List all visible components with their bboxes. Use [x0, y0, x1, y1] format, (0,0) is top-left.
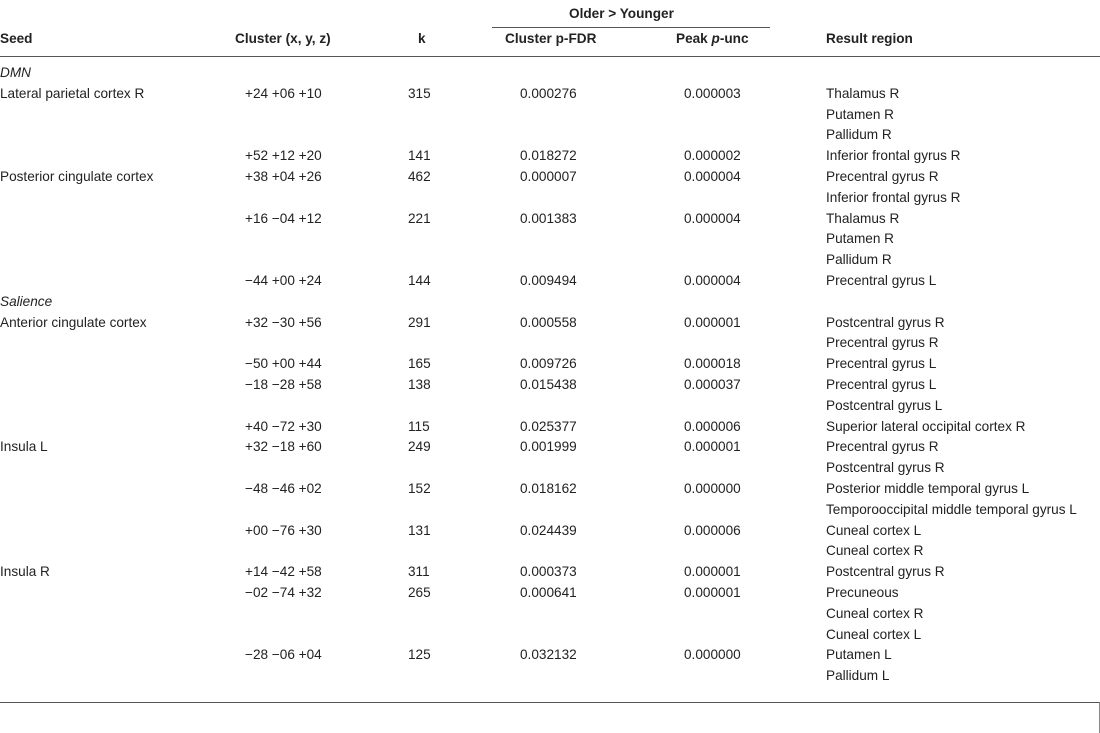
- fdr-cell: 0.001999: [520, 439, 577, 455]
- cluster-cell: −28 −06 +04: [245, 647, 322, 663]
- fdr-cell: 0.025377: [520, 418, 577, 434]
- seed-cell: Posterior cingulate cortex: [0, 168, 154, 184]
- col-header-peak: [676, 31, 749, 46]
- region-cell: Temporooccipital middle temporal gyrus L: [826, 501, 1077, 517]
- k-cell: 265: [408, 584, 431, 600]
- fdr-cell: 0.001383: [520, 210, 577, 226]
- cluster-cell: +52 +12 +20: [245, 148, 322, 164]
- table-row: [0, 146, 1100, 167]
- peak-prefix: Peak: [676, 31, 712, 46]
- fdr-cell: 0.000007: [520, 168, 577, 184]
- table-row: [0, 125, 1100, 146]
- table-row: [0, 375, 1100, 396]
- peak-cell: 0.000004: [684, 210, 741, 226]
- group-label: DMN: [0, 65, 31, 80]
- region-cell: Putamen R: [826, 231, 895, 247]
- cluster-cell: +38 +04 +26: [245, 168, 322, 184]
- region-cell: Precuneous: [826, 584, 899, 600]
- fdr-cell: 0.024439: [520, 522, 577, 538]
- k-cell: 115: [408, 418, 430, 434]
- table-bottom-border: [0, 702, 1100, 733]
- table-row: [0, 313, 1100, 334]
- cluster-cell: −48 −46 +02: [245, 480, 322, 496]
- table-row: [0, 105, 1100, 126]
- region-cell: Pallidum L: [826, 668, 890, 684]
- k-cell: 291: [408, 314, 431, 330]
- cluster-cell: +14 −42 +58: [245, 564, 322, 580]
- seed-cell: Lateral parietal cortex R: [0, 85, 145, 101]
- table-row: [0, 625, 1100, 646]
- seed-cell: Insula R: [0, 564, 50, 580]
- cluster-cell: −18 −28 +58: [245, 376, 322, 392]
- peak-cell: 0.000006: [684, 418, 741, 434]
- table-row: [0, 209, 1100, 230]
- region-cell: Putamen R: [826, 106, 895, 122]
- table-row: [0, 583, 1100, 604]
- fdr-cell: 0.032132: [520, 647, 577, 663]
- table-row: [0, 333, 1100, 354]
- cluster-cell: −02 −74 +32: [245, 584, 322, 600]
- span-underline: [492, 27, 770, 28]
- seed-cell: Insula L: [0, 439, 48, 455]
- table-row: [0, 666, 1100, 687]
- fdr-cell: 0.000373: [520, 564, 577, 580]
- region-cell: Precentral gyrus R: [826, 168, 939, 184]
- region-cell: Precentral gyrus L: [826, 376, 937, 392]
- table-row: [0, 645, 1100, 666]
- col-header-fdr: Cluster p-FDR: [505, 31, 597, 46]
- table-row: [0, 562, 1100, 583]
- k-cell: 152: [408, 480, 431, 496]
- peak-cell: 0.000001: [684, 439, 741, 455]
- k-cell: 141: [408, 148, 431, 164]
- table-row: [0, 396, 1100, 417]
- table-body: [0, 63, 1100, 687]
- table-row: [0, 250, 1100, 271]
- seed-cell: Anterior cingulate cortex: [0, 314, 147, 330]
- fdr-cell: 0.009494: [520, 272, 577, 288]
- region-cell: Thalamus R: [826, 210, 900, 226]
- table-row: [0, 167, 1100, 188]
- k-cell: 462: [408, 168, 431, 184]
- cluster-cell: +32 −18 +60: [245, 439, 322, 455]
- fdr-cell: 0.015438: [520, 376, 577, 392]
- fdr-cell: 0.009726: [520, 356, 577, 372]
- peak-suffix: -unc: [719, 31, 749, 46]
- k-cell: 138: [408, 376, 431, 392]
- region-cell: Inferior frontal gyrus R: [826, 189, 961, 205]
- peak-cell: 0.000001: [684, 314, 741, 330]
- region-cell: Precentral gyrus R: [826, 335, 939, 351]
- k-cell: 131: [408, 522, 431, 538]
- fdr-cell: 0.018272: [520, 148, 577, 164]
- cluster-cell: +00 −76 +30: [245, 522, 322, 538]
- table-row: [0, 188, 1100, 209]
- table-row: [0, 417, 1100, 438]
- region-cell: Inferior frontal gyrus R: [826, 148, 961, 164]
- peak-cell: 0.000002: [684, 148, 741, 164]
- region-cell: Precentral gyrus R: [826, 439, 939, 455]
- region-cell: Cuneal cortex R: [826, 543, 924, 559]
- group-row: [0, 292, 1100, 313]
- col-header-k: k: [418, 31, 426, 46]
- peak-cell: 0.000003: [684, 85, 741, 101]
- fdr-cell: 0.018162: [520, 480, 577, 496]
- cluster-cell: +24 +06 +10: [245, 85, 322, 101]
- k-cell: 249: [408, 439, 431, 455]
- col-header-seed: Seed: [0, 31, 33, 46]
- region-cell: Superior lateral occipital cortex R: [826, 418, 1026, 434]
- k-cell: 315: [408, 85, 431, 101]
- peak-cell: 0.000000: [684, 480, 741, 496]
- table-row: [0, 229, 1100, 250]
- region-cell: Postcentral gyrus R: [826, 460, 945, 476]
- region-cell: Postcentral gyrus L: [826, 397, 943, 413]
- region-cell: Postcentral gyrus R: [826, 314, 945, 330]
- k-cell: 311: [408, 564, 430, 580]
- region-cell: Pallidum R: [826, 127, 892, 143]
- peak-cell: 0.000001: [684, 564, 741, 580]
- peak-cell: 0.000004: [684, 168, 741, 184]
- cluster-cell: −50 +00 +44: [245, 356, 322, 372]
- header-rule: [0, 56, 1100, 57]
- cluster-cell: +40 −72 +30: [245, 418, 322, 434]
- peak-cell: 0.000004: [684, 272, 741, 288]
- region-cell: Thalamus R: [826, 85, 900, 101]
- region-cell: Putamen L: [826, 647, 892, 663]
- table-row: [0, 479, 1100, 500]
- peak-cell: 0.000037: [684, 376, 741, 392]
- table-row: [0, 458, 1100, 479]
- peak-cell: 0.000018: [684, 356, 741, 372]
- table-row: [0, 354, 1100, 375]
- region-cell: Postcentral gyrus R: [826, 564, 945, 580]
- group-row: [0, 63, 1100, 84]
- k-cell: 125: [408, 647, 431, 663]
- cluster-cell: −44 +00 +24: [245, 272, 322, 288]
- peak-cell: 0.000000: [684, 647, 741, 663]
- fdr-cell: 0.000641: [520, 584, 577, 600]
- table-row: [0, 437, 1100, 458]
- table-row: [0, 521, 1100, 542]
- region-cell: Cuneal cortex L: [826, 626, 922, 642]
- table-row: [0, 84, 1100, 105]
- peak-p: p: [711, 31, 720, 46]
- fdr-cell: 0.000276: [520, 85, 577, 101]
- fdr-cell: 0.000558: [520, 314, 577, 330]
- col-header-cluster: Cluster (x, y, z): [235, 31, 331, 46]
- region-cell: Precentral gyrus L: [826, 272, 937, 288]
- cluster-cell: +32 −30 +56: [245, 314, 322, 330]
- col-header-region: Result region: [826, 31, 913, 46]
- table-row: [0, 604, 1100, 625]
- table-row: [0, 271, 1100, 292]
- cluster-cell: +16 −04 +12: [245, 210, 322, 226]
- region-cell: Pallidum R: [826, 252, 892, 268]
- k-cell: 221: [408, 210, 431, 226]
- region-cell: Precentral gyrus L: [826, 356, 937, 372]
- peak-cell: 0.000006: [684, 522, 741, 538]
- table-row: [0, 500, 1100, 521]
- table-row: [0, 541, 1100, 562]
- region-cell: Cuneal cortex R: [826, 605, 924, 621]
- region-cell: Posterior middle temporal gyrus L: [826, 480, 1030, 496]
- k-cell: 144: [408, 272, 431, 288]
- k-cell: 165: [408, 356, 431, 372]
- peak-cell: 0.000001: [684, 584, 741, 600]
- span-header: Older > Younger: [569, 6, 674, 21]
- group-label: Salience: [0, 293, 53, 309]
- region-cell: Cuneal cortex L: [826, 522, 922, 538]
